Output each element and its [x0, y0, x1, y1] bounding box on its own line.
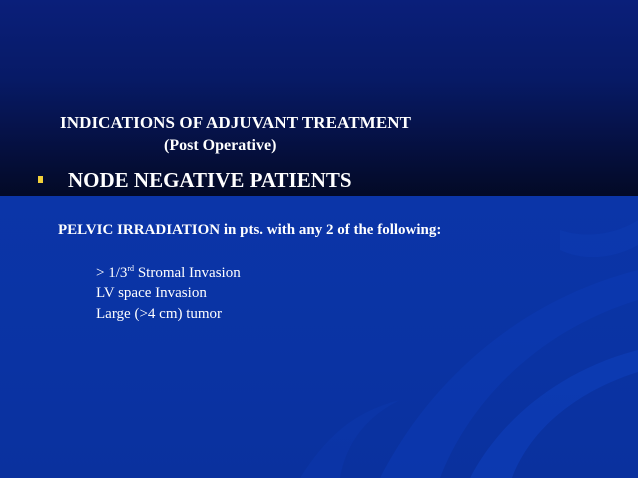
criteria-item: > 1/3rd Stromal Invasion: [96, 264, 241, 281]
criteria-item: Large (>4 cm) tumor: [96, 306, 223, 322]
slide-subtitle: (Post Operative): [164, 137, 277, 154]
criteria-list: [96, 264, 241, 327]
criteria-item: LV space Invasion: [96, 285, 207, 301]
bullet-heading: NODE NEGATIVE PATIENTS: [68, 168, 352, 192]
bullet-marker-icon: [38, 176, 43, 183]
slide-title: INDICATIONS OF ADJUVANT TREATMENT: [60, 113, 412, 132]
pelvic-irradiation-heading: PELVIC IRRADIATION in pts. with any 2 of the following:: [58, 222, 442, 238]
